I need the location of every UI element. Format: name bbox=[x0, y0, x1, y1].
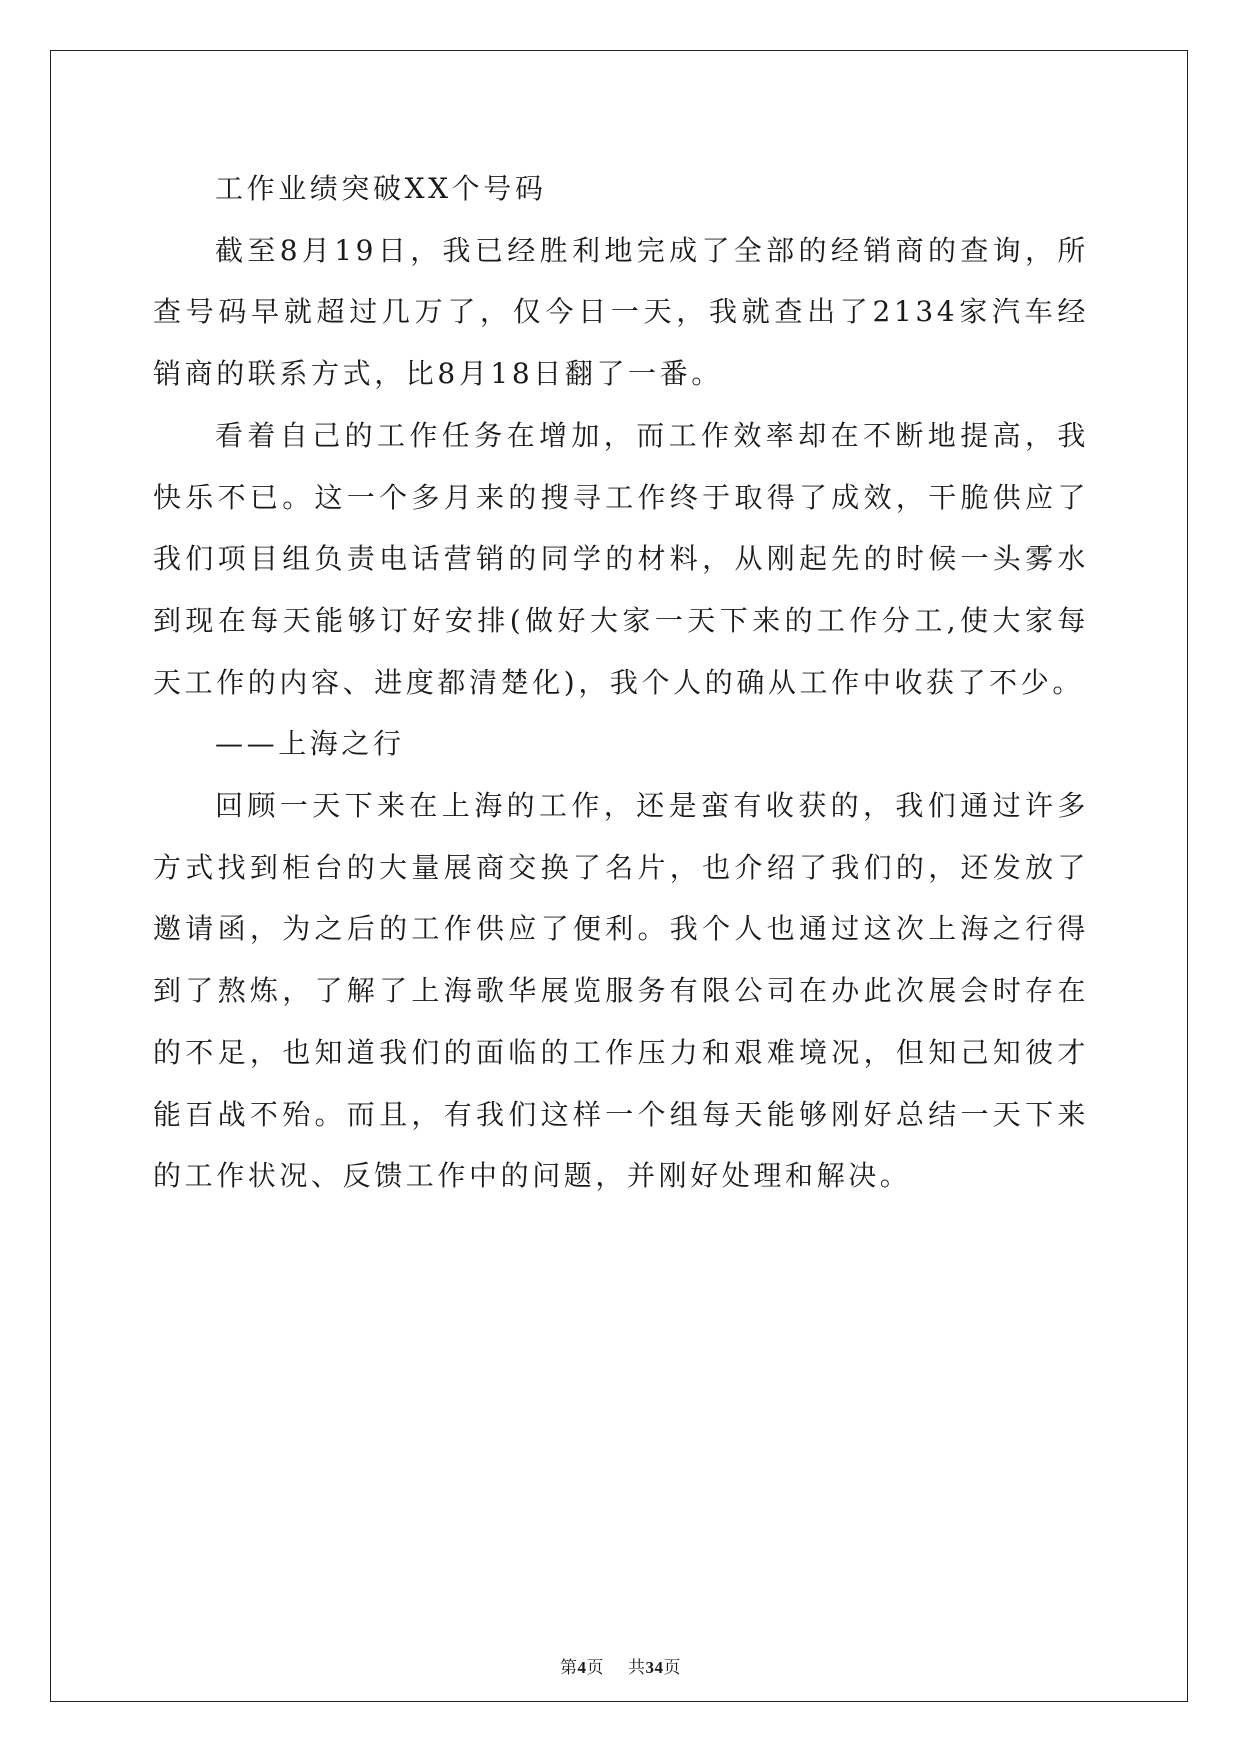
paragraph: 看着自己的工作任务在增加，而工作效率却在不断地提高，我快乐不已。这一个多月来的搜寻工作终于取得了成效，干脆供应了我们项目组负责电话营销的同学的材料，从刚起先的时候一头雾水到现在每天能够订好安排(做好大家一天下来的工作分工,使大家每天工作的内容、进度都清楚化)，我个人的确从工作中收获了不少。 bbox=[153, 418, 1089, 699]
paragraph: 回顾一天下来在上海的工作，还是蛮有收获的，我们通过许多方式找到柜台的大量展商交换了名片，也介绍了我们的，还发放了邀请函，为之后的工作供应了便利。我个人也通过这次上海之行得到了熬炼，了解了上海歌华展览服务有限公司在办此次展会时存在的不足，也知道我们的面临的工作压力和艰难境况，但知己知彼才能百战不殆。而且，有我们这样一个组每天能够刚好总结一天下来的工作状况、反馈工作中的问题，并刚好处理和解决。 bbox=[153, 789, 1089, 1193]
page-number: 4 bbox=[577, 1658, 587, 1677]
page-footer bbox=[0, 1657, 1241, 1679]
paragraph: 截至8月19日，我已经胜利地完成了全部的经销商的查询，所查号码早就超过几万了，仅今日一天，我就查出了2134家汽车经销商的联系方式，比8月18日翻了一番。 bbox=[153, 233, 1089, 391]
section-heading: ——上海之行 bbox=[215, 727, 405, 761]
total-prefix: 共 bbox=[628, 1658, 646, 1678]
total-pages: 34 bbox=[645, 1658, 664, 1677]
document-body bbox=[153, 158, 1089, 1207]
total-suffix: 页 bbox=[663, 1658, 681, 1678]
page-suffix: 页 bbox=[586, 1658, 604, 1678]
page-prefix: 第 bbox=[560, 1658, 578, 1678]
paragraph-heading: 工作业绩突破XX个号码 bbox=[215, 172, 547, 205]
